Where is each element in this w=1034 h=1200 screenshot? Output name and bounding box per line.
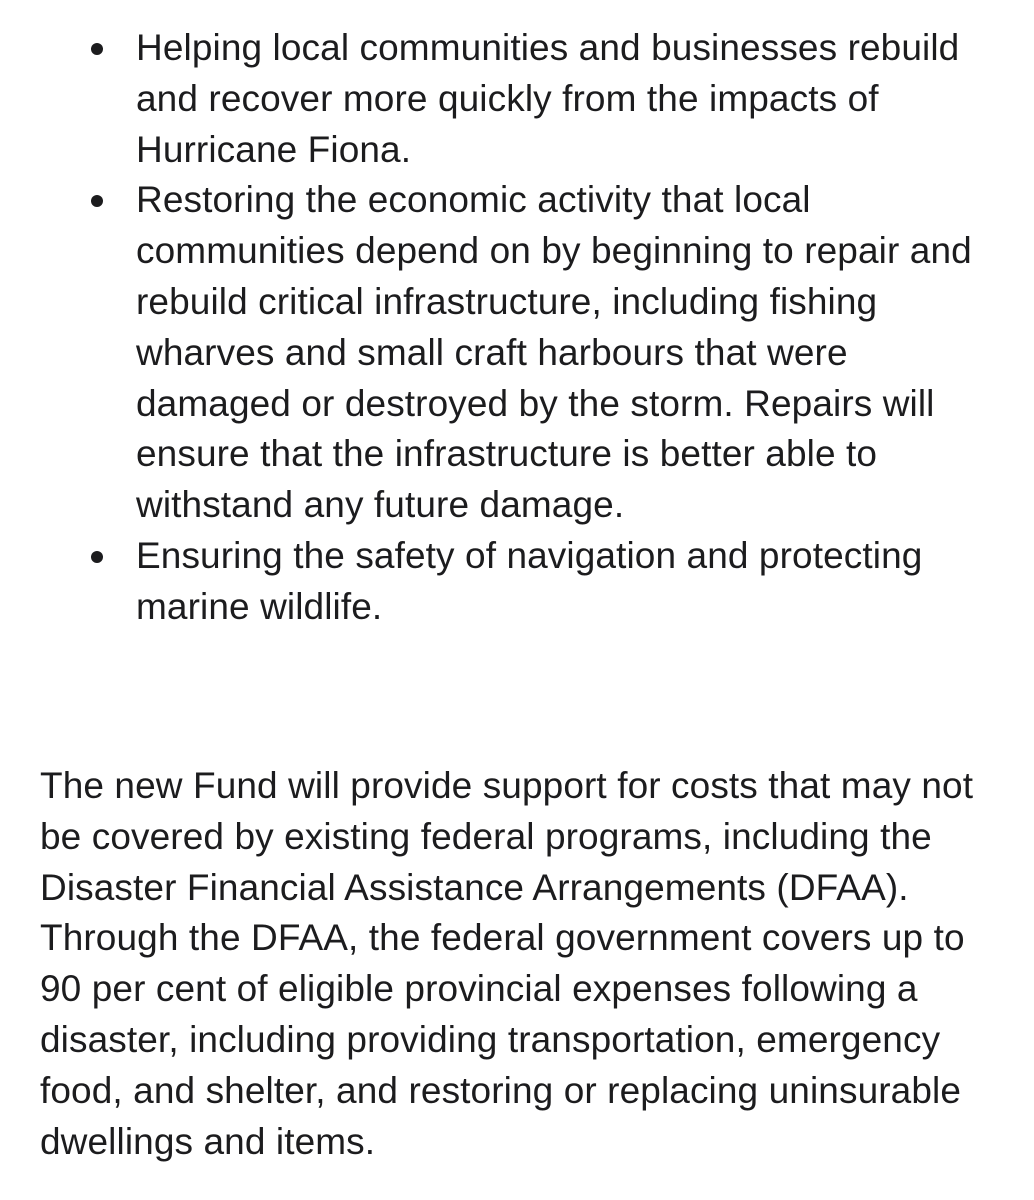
bullet-text: Helping local communities and businesses rebuild and recover more quickly from the impacts of Hurricane Fiona. (136, 27, 960, 170)
bullet-list (0, 23, 1034, 633)
list-item (0, 175, 1034, 531)
bullet-dot-icon (91, 551, 103, 563)
list-item (0, 531, 1034, 633)
bullet-text: Restoring the economic activity that local communities depend on by beginning to repair and rebuild critical infrastructure, including fishing wharves and small craft harbours that were damaged or destroyed by the storm. Repairs will ensure that the infrastructure is better able to withstand any future damage. (136, 179, 972, 526)
body-paragraph: The new Fund will provide support for costs that may not be covered by existing federal programs, including the Disaster Financial Assistance Arrangements (DFAA). Through the DFAA, the federal government covers up to 90 per cent of eligible provincial expenses following a disaster, including providing transportation, emergency food, and shelter, and restoring or replacing uninsurable dwellings and items. (40, 765, 974, 1162)
bullet-text: Ensuring the safety of navigation and protecting marine wildlife. (136, 534, 923, 627)
bullet-dot-icon (91, 43, 103, 55)
bullet-dot-icon (91, 195, 103, 207)
list-item (0, 23, 1034, 175)
